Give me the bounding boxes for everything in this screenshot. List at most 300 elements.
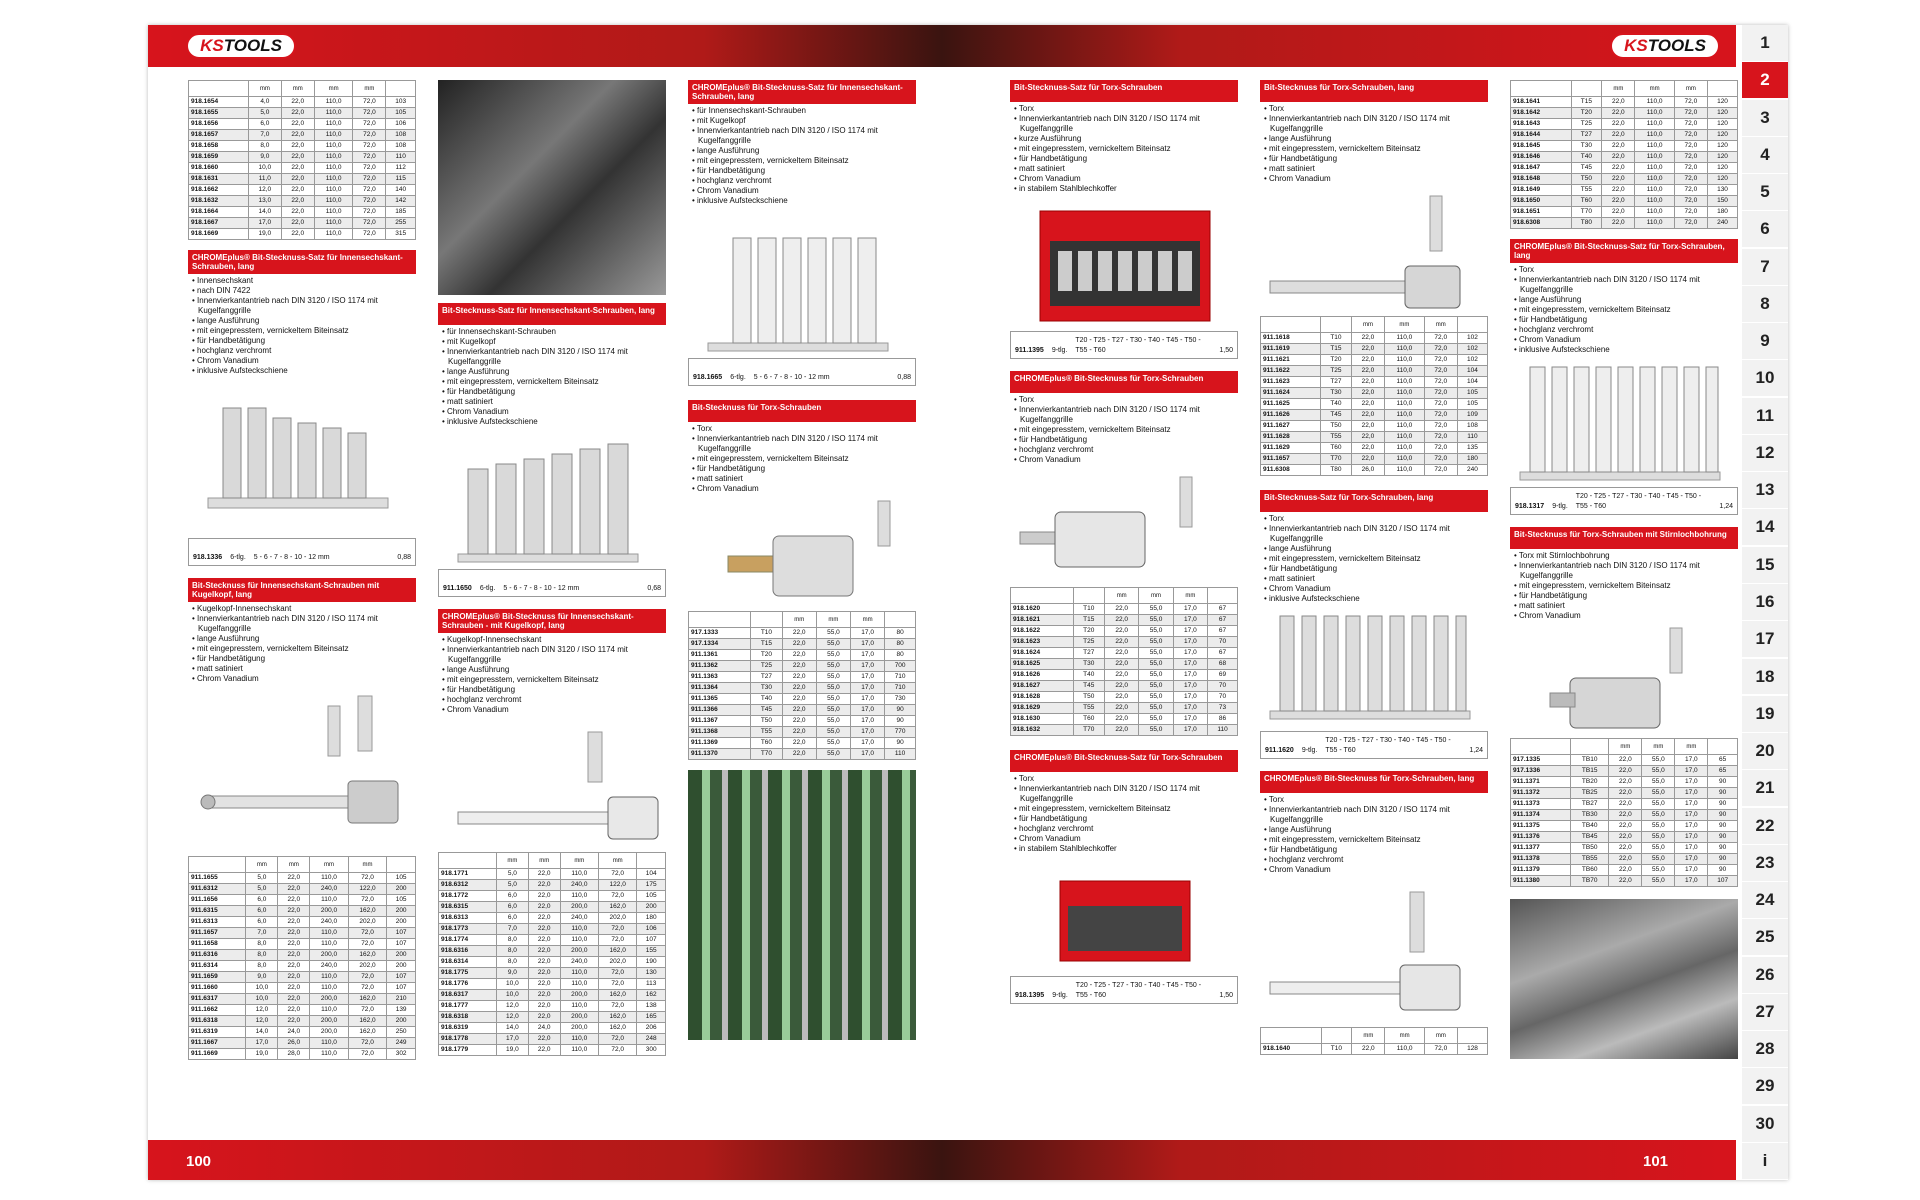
table-cell: 710 [885, 672, 916, 683]
table-cell: 55,0 [1139, 615, 1173, 626]
table-cell: 110,0 [314, 130, 353, 141]
table-cell: TB30 [1571, 810, 1609, 821]
feature-item: • mit eingepresstem, vernickeltem Biteinsatz [1264, 835, 1484, 845]
table-cell: 72,0 [353, 196, 386, 207]
table-cell: 110,0 [314, 119, 353, 130]
set-cell: 1,50 [1219, 347, 1233, 354]
feature-item: • Innenvierkantantrieb nach DIN 3120 / ISO 1174 mit Kugelfanggrille [442, 347, 662, 367]
feature-item: • matt satiniert [192, 664, 412, 674]
feature-item: • Torx [1264, 795, 1484, 805]
table-row [439, 869, 666, 880]
table-row [189, 207, 416, 218]
table-cell: T30 [1073, 659, 1105, 670]
table-cell: 72,0 [353, 152, 386, 163]
table-cell: 918.6313 [439, 913, 497, 924]
feature-item: • Chrom Vanadium [1014, 455, 1234, 465]
table-cell: T20 [1321, 355, 1352, 366]
table-cell: 72,0 [353, 97, 386, 108]
table-row [1511, 207, 1738, 218]
table-cell: 110,0 [1385, 377, 1424, 388]
table-cell: 110,0 [310, 1005, 348, 1016]
column-header: mm [1173, 588, 1207, 604]
table-cell: 8,0 [246, 939, 278, 950]
table-cell: 200,0 [560, 1023, 598, 1034]
feature-item: • Torx mit Stirnlochbohrung [1514, 551, 1734, 561]
table-row [439, 924, 666, 935]
set-cell: 6-tlg. [730, 374, 746, 381]
feature-item: • hochglanz verchromt [1014, 824, 1234, 834]
table-cell: 162,0 [348, 950, 386, 961]
table-cell: 6,0 [496, 891, 528, 902]
table-cell: 6,0 [246, 906, 278, 917]
table-cell: 22,0 [1105, 681, 1139, 692]
table-cell: TB10 [1571, 755, 1609, 766]
feature-item: • in stabilem Stahlblechkoffer [1014, 844, 1234, 854]
chapter-tab[interactable]: 3 [1742, 100, 1788, 137]
table-cell: 128 [1458, 1044, 1488, 1055]
table-cell: 110 [1208, 725, 1238, 736]
table-cell: 110,0 [1635, 119, 1674, 130]
table-cell: T27 [1321, 377, 1352, 388]
chapter-tab[interactable]: 1 [1742, 25, 1788, 62]
spec-table [1260, 1027, 1488, 1055]
product-image [1260, 606, 1488, 731]
table-cell: 22,0 [782, 705, 816, 716]
chapter-tab[interactable]: 27 [1742, 994, 1788, 1031]
feature-item: • mit eingepresstem, vernickeltem Biteinsatz [1514, 581, 1734, 591]
feature-list [1010, 772, 1238, 856]
chapter-tab[interactable]: 28 [1742, 1031, 1788, 1068]
feature-list [1010, 102, 1238, 196]
table-cell: 55,0 [1642, 854, 1675, 865]
table-cell: 86 [1208, 714, 1238, 725]
feature-item: • für Handbetätigung [692, 464, 912, 474]
table-cell: 110,0 [314, 97, 353, 108]
table-cell: 22,0 [528, 891, 560, 902]
table-cell: 17,0 [1173, 626, 1207, 637]
feature-item: • lange Ausführung [1264, 134, 1484, 144]
chapter-tab[interactable]: 7 [1742, 249, 1788, 286]
table-cell: 55,0 [1139, 725, 1173, 736]
feature-item: • mit eingepresstem, vernickeltem Biteinsatz [1014, 144, 1234, 154]
table-cell: 55,0 [1642, 865, 1675, 876]
table-cell: 162,0 [348, 994, 386, 1005]
table-cell: 72,0 [353, 119, 386, 130]
table-cell: 22,0 [1602, 119, 1635, 130]
table-cell: TB40 [1571, 821, 1609, 832]
table-cell: 110,0 [560, 1001, 598, 1012]
table-cell: T70 [751, 749, 782, 760]
set-cell: 918.1395 [1015, 992, 1045, 999]
table-cell: 14,0 [248, 207, 281, 218]
table-cell: T25 [751, 661, 782, 672]
table-cell: 911.1618 [1261, 333, 1321, 344]
table-row [689, 727, 916, 738]
table-cell: 17,0 [851, 683, 885, 694]
table-cell: 72,0 [1424, 410, 1457, 421]
chapter-tab[interactable]: 12 [1742, 435, 1788, 472]
table-row [189, 130, 416, 141]
table-cell: 110,0 [560, 924, 598, 935]
chapter-tab[interactable]: 2 [1742, 62, 1788, 99]
table-cell: 22,0 [1105, 626, 1139, 637]
table-cell: 17,0 [1173, 703, 1207, 714]
chapter-tabs [1742, 25, 1788, 1180]
table-cell: 200,0 [560, 1012, 598, 1023]
table-cell: 90 [885, 738, 916, 749]
table-cell: 206 [637, 1023, 666, 1034]
table-cell: 72,0 [1424, 443, 1457, 454]
column-6 [1510, 80, 1738, 1059]
table-row [1261, 333, 1488, 344]
column-header [439, 853, 497, 869]
chrome-hex-set-icon [688, 208, 916, 358]
table-cell: 200 [387, 906, 416, 917]
column-header [885, 612, 916, 628]
table-cell: 22,0 [1105, 615, 1139, 626]
feature-item: • Innensechskant [192, 276, 412, 286]
table-row [189, 1027, 416, 1038]
table-row [1511, 218, 1738, 229]
table-cell: 110,0 [1385, 355, 1424, 366]
feature-item: • mit eingepresstem, vernickeltem Biteinsatz [192, 644, 412, 654]
table-row [439, 1012, 666, 1023]
table-cell: 10,0 [246, 994, 278, 1005]
table-cell: 240,0 [560, 880, 598, 891]
chapter-tab[interactable]: 6 [1742, 211, 1788, 248]
table-cell: 72,0 [599, 968, 637, 979]
table-cell: T55 [1571, 185, 1602, 196]
table-cell: 918.1667 [189, 218, 249, 229]
chapter-tab[interactable]: 20 [1742, 733, 1788, 770]
table-cell: TB50 [1571, 843, 1609, 854]
table-cell: T70 [1571, 207, 1602, 218]
table-row [439, 1001, 666, 1012]
table-cell: 911.6313 [189, 917, 246, 928]
feature-item: • mit eingepresstem, vernickeltem Biteinsatz [692, 156, 912, 166]
table-cell: 72,0 [1674, 152, 1707, 163]
table-row [1511, 130, 1738, 141]
table-cell: T45 [1321, 410, 1352, 421]
table-cell: 918.1642 [1511, 108, 1572, 119]
table-row [1511, 119, 1738, 130]
feature-item: • für Handbetätigung [1264, 154, 1484, 164]
table-cell: 72,0 [1674, 207, 1707, 218]
table-cell: 55,0 [1642, 766, 1675, 777]
product-section [188, 250, 416, 378]
column-header: mm [1674, 81, 1707, 97]
table-cell: 55,0 [1139, 703, 1173, 714]
chapter-tab[interactable]: 26 [1742, 957, 1788, 994]
feature-item: • matt satiniert [1264, 164, 1484, 174]
table-cell: 17,0 [851, 694, 885, 705]
table-cell: T50 [1073, 692, 1105, 703]
chrome-long-torx-icon [1260, 877, 1488, 1027]
feature-item: • Innenvierkantantrieb nach DIN 3120 / ISO 1174 mit Kugelfanggrille [692, 126, 912, 146]
table-row [189, 950, 416, 961]
chapter-tab[interactable]: 14 [1742, 509, 1788, 546]
table-cell: 240,0 [560, 913, 598, 924]
table-cell: 240 [1708, 218, 1738, 229]
table-cell: 72,0 [1424, 454, 1457, 465]
table-cell: 109 [1457, 410, 1487, 421]
table-cell: 17,0 [1675, 788, 1708, 799]
feature-item: • für Innensechskant-Schrauben [692, 106, 912, 116]
chapter-tab[interactable]: 25 [1742, 919, 1788, 956]
table-cell: 80 [885, 650, 916, 661]
chapter-tab[interactable]: 11 [1742, 398, 1788, 435]
chapter-tab[interactable]: 16 [1742, 584, 1788, 621]
table-cell: 11,0 [248, 174, 281, 185]
chapter-tab[interactable]: 13 [1742, 472, 1788, 509]
table-row [439, 902, 666, 913]
column-header: mm [851, 612, 885, 628]
table-cell: 22,0 [1352, 1044, 1385, 1055]
table-cell: 22,0 [1105, 648, 1139, 659]
table-row [1261, 421, 1488, 432]
table-row [689, 650, 916, 661]
table-cell: 918.1669 [189, 229, 249, 240]
chapter-tab[interactable]: 10 [1742, 360, 1788, 397]
table-cell: T50 [751, 716, 782, 727]
table-cell: 22,0 [278, 1016, 310, 1027]
table-cell: 5,0 [248, 108, 281, 119]
column-1 [188, 80, 416, 1060]
table-cell: 80 [885, 628, 916, 639]
table-row [1011, 681, 1238, 692]
chapter-tab[interactable]: 17 [1742, 621, 1788, 658]
chapter-tab[interactable]: 8 [1742, 286, 1788, 323]
table-row [1011, 637, 1238, 648]
table-cell: 22,0 [278, 884, 310, 895]
table-cell: 911.1619 [1261, 344, 1321, 355]
table-cell: 911.1667 [189, 1038, 246, 1049]
table-cell: T55 [1073, 703, 1105, 714]
table-row [1511, 799, 1738, 810]
feature-item: • in stabilem Stahlblechkoffer [1014, 184, 1234, 194]
feature-item: • Torx [1014, 104, 1234, 114]
table-row [1511, 97, 1738, 108]
table-cell: 911.6312 [189, 884, 246, 895]
table-cell: 110,0 [1635, 130, 1674, 141]
feature-item: • Innenvierkantantrieb nach DIN 3120 / ISO 1174 mit Kugelfanggrille [1014, 784, 1234, 804]
column-header [1511, 81, 1572, 97]
table-cell: 6,0 [246, 917, 278, 928]
table-cell: 22,0 [1105, 659, 1139, 670]
table-cell: 911.1364 [689, 683, 751, 694]
table-cell: 107 [387, 939, 416, 950]
table-cell: 72,0 [348, 1005, 386, 1016]
feature-list [1510, 549, 1738, 623]
chapter-tab[interactable]: 29 [1742, 1068, 1788, 1105]
table-row [189, 152, 416, 163]
table-cell: 17,0 [851, 716, 885, 727]
table-cell: 911.1623 [1261, 377, 1321, 388]
table-cell: 72,0 [353, 108, 386, 119]
table-row [1511, 865, 1738, 876]
table-cell: 162,0 [599, 1012, 637, 1023]
chapter-tab[interactable]: 18 [1742, 659, 1788, 696]
table-cell: 918.1645 [1511, 141, 1572, 152]
table-cell: 22,0 [782, 661, 816, 672]
table-cell: 110,0 [560, 979, 598, 990]
feature-item: • inklusive Aufsteckschiene [192, 366, 412, 376]
chapter-tab[interactable]: 22 [1742, 808, 1788, 845]
chapter-tab[interactable]: i [1742, 1143, 1788, 1180]
table-cell: 113 [637, 979, 666, 990]
table-cell: 22,0 [281, 163, 314, 174]
feature-item: • mit eingepresstem, vernickeltem Biteinsatz [442, 377, 662, 387]
table-row [189, 983, 416, 994]
table-cell: 90 [1708, 865, 1738, 876]
table-cell: 107 [1708, 876, 1738, 887]
feature-item: • Innenvierkantantrieb nach DIN 3120 / ISO 1174 mit Kugelfanggrille [1264, 114, 1484, 134]
set-cell: T20 - T25 - T27 - T30 - T40 - T45 - T50 - T55 - T60 [1075, 982, 1202, 999]
chapter-tab[interactable]: 15 [1742, 547, 1788, 584]
table-cell: 120 [1708, 97, 1738, 108]
feature-item: • Chrom Vanadium [1514, 611, 1734, 621]
table-cell: 72,0 [1424, 1044, 1457, 1055]
set-cell: 5 - 6 - 7 - 8 - 10 - 12 mm [753, 374, 830, 381]
table-cell: 918.1779 [439, 1045, 497, 1056]
table-cell: 918.1774 [439, 935, 497, 946]
table-cell: TB15 [1571, 766, 1609, 777]
table-cell: T30 [751, 683, 782, 694]
table-cell: 911.1366 [689, 705, 751, 716]
table-cell: 110,0 [314, 108, 353, 119]
table-cell: 72,0 [1424, 465, 1457, 476]
table-cell: 200,0 [310, 994, 348, 1005]
table-cell: 22,0 [1609, 854, 1642, 865]
table-cell: T70 [1321, 454, 1352, 465]
column-header: mm [310, 857, 348, 873]
feature-list [1010, 393, 1238, 467]
chapter-tab[interactable]: 5 [1742, 174, 1788, 211]
table-cell: 22,0 [281, 119, 314, 130]
table-cell: 22,0 [1609, 832, 1642, 843]
table-cell: 5,0 [246, 884, 278, 895]
feature-item: • mit eingepresstem, vernickeltem Biteinsatz [1264, 144, 1484, 154]
table-cell: 6,0 [496, 913, 528, 924]
table-cell: 13,0 [248, 196, 281, 207]
table-cell: 110,0 [1385, 399, 1424, 410]
table-cell: 55,0 [1642, 821, 1675, 832]
table-row [1511, 832, 1738, 843]
table-cell: 918.1629 [1011, 703, 1074, 714]
feature-item: • inklusive Aufsteckschiene [692, 196, 912, 206]
table-cell: 70 [1208, 692, 1238, 703]
chapter-tab[interactable]: 4 [1742, 137, 1788, 174]
table-cell: 22,0 [1351, 388, 1384, 399]
table-cell: 17,0 [851, 738, 885, 749]
table-cell: 911.1371 [1511, 777, 1571, 788]
chapter-tab[interactable]: 21 [1742, 770, 1788, 807]
table-cell: 120 [1708, 119, 1738, 130]
chapter-tab[interactable]: 23 [1742, 845, 1788, 882]
table-cell: 17,0 [1173, 714, 1207, 725]
table-cell: 918.1625 [1011, 659, 1074, 670]
table-row [1011, 714, 1238, 725]
section-title: CHROMEplus® Bit-Stecknuss-Satz für Torx-Schrauben, lang [1510, 239, 1738, 263]
set-cell: 6-tlg. [479, 585, 496, 592]
table-cell: T15 [751, 639, 782, 650]
table-cell: 108 [386, 141, 416, 152]
table-cell: 918.1775 [439, 968, 497, 979]
table-cell: 110,0 [560, 1034, 598, 1045]
section-title: Bit-Stecknuss für Innensechskant-Schrauben mit Kugelkopf, lang [188, 578, 416, 602]
table-cell: 72,0 [353, 185, 386, 196]
table-cell: 918.1628 [1011, 692, 1074, 703]
chapter-tab[interactable]: 9 [1742, 323, 1788, 360]
table-cell: 22,0 [278, 983, 310, 994]
table-cell: 17,0 [1173, 604, 1207, 615]
table-cell: 9,0 [248, 152, 281, 163]
table-row [439, 891, 666, 902]
footer-band [148, 1140, 1736, 1180]
set-row [438, 569, 666, 597]
table-cell: 90 [1708, 821, 1738, 832]
feature-item: • Torx [1014, 774, 1234, 784]
chapter-tab[interactable]: 24 [1742, 882, 1788, 919]
table-cell: 22,0 [1602, 218, 1635, 229]
table-cell: 55,0 [816, 749, 850, 760]
table-cell: 17,0 [1675, 777, 1708, 788]
feature-item: • mit eingepresstem, vernickeltem Biteinsatz [1014, 804, 1234, 814]
table-row [439, 957, 666, 968]
table-cell: 918.1627 [1011, 681, 1074, 692]
table-cell: 917.1336 [1511, 766, 1571, 777]
table-cell: 106 [386, 119, 416, 130]
table-row [689, 639, 916, 650]
set-cell: 918.1336 [193, 554, 223, 561]
table-cell: 65 [1708, 766, 1738, 777]
table-cell: 17,0 [1675, 865, 1708, 876]
section-title: CHROMEplus® Bit-Stecknuss-Satz für Innensechskant-Schrauben, lang [688, 80, 916, 104]
feature-item: • hochglanz verchromt [1014, 445, 1234, 455]
table-cell: 67 [1208, 604, 1238, 615]
table-cell: 90 [1708, 810, 1738, 821]
set-cell: 1,24 [1469, 747, 1483, 754]
table-cell: TB25 [1571, 788, 1609, 799]
table-row [1511, 152, 1738, 163]
section-title: CHROMEplus® Bit-Stecknuss für Torx-Schrauben [1010, 371, 1238, 393]
table-cell: 22,0 [1105, 604, 1139, 615]
feature-item: • Torx [1514, 265, 1734, 275]
table-row [439, 946, 666, 957]
table-cell: 22,0 [1609, 865, 1642, 876]
chapter-tab[interactable]: 19 [1742, 696, 1788, 733]
table-cell: 107 [387, 928, 416, 939]
chapter-tab[interactable]: 30 [1742, 1106, 1788, 1143]
table-cell: 210 [387, 994, 416, 1005]
table-cell: 139 [387, 1005, 416, 1016]
table-cell: 90 [1708, 788, 1738, 799]
table-cell: 918.1641 [1511, 97, 1572, 108]
table-cell: 110,0 [1385, 333, 1424, 344]
table-cell: 55,0 [1139, 626, 1173, 637]
column-header: mm [353, 81, 386, 97]
column-header [1571, 81, 1602, 97]
table-cell: T60 [1073, 714, 1105, 725]
table-row [1511, 777, 1738, 788]
table-cell: 72,0 [1674, 141, 1707, 152]
table-cell: 55,0 [1642, 876, 1675, 887]
feature-item: • hochglanz verchromt [1264, 855, 1484, 865]
section-title: Bit-Stecknuss für Torx-Schrauben, lang [1260, 80, 1488, 102]
table-cell: 22,0 [278, 906, 310, 917]
table-cell: 110,0 [314, 229, 353, 240]
table-cell: 110,0 [310, 1049, 348, 1060]
